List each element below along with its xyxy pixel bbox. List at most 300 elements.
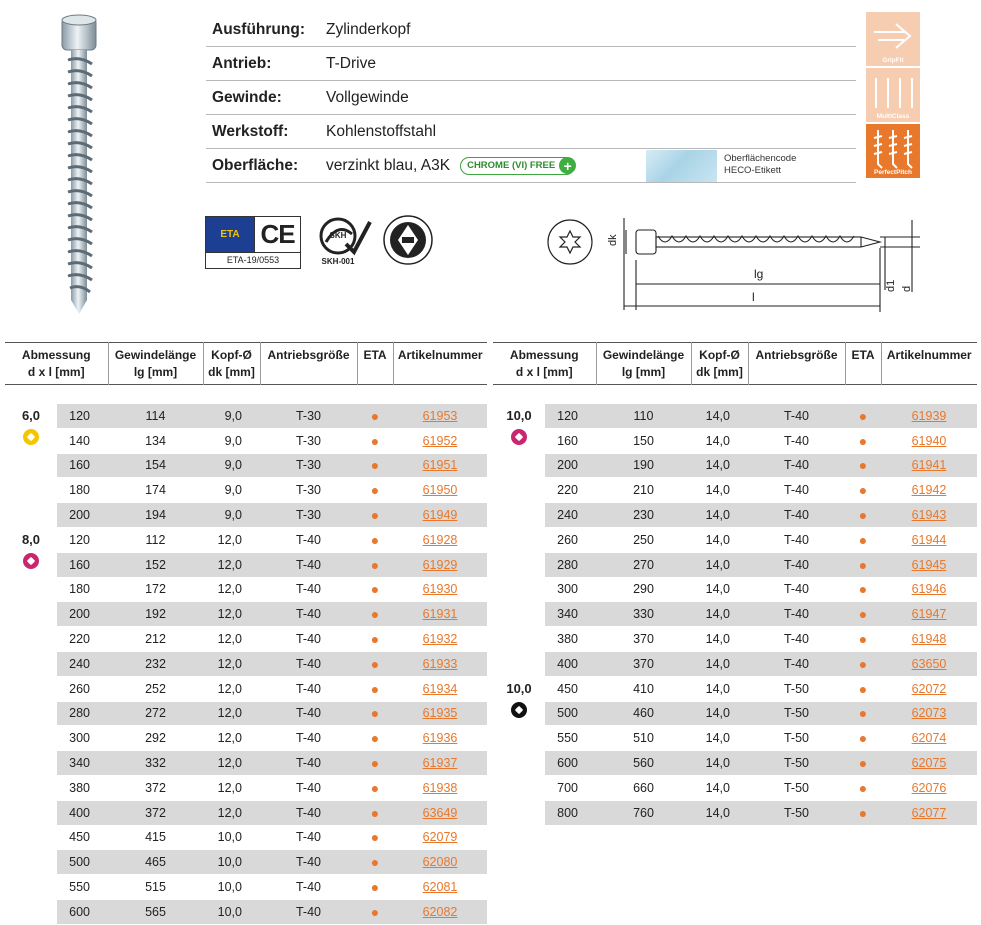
table-row: [493, 726, 977, 751]
cell-drive-size: T-40: [748, 577, 845, 602]
eta-dot-icon: ●: [845, 428, 881, 453]
cell-head-diameter: 14,0: [691, 775, 748, 800]
cell-article-number[interactable]: [393, 726, 487, 751]
cell-head-diameter: 14,0: [691, 428, 748, 453]
article-number-link[interactable]: 61939: [911, 408, 947, 423]
header-artikelnummer: [881, 343, 977, 385]
cell-drive-size: T-40: [748, 503, 845, 528]
table-row: [5, 676, 487, 701]
cell-head-diameter: 14,0: [691, 627, 748, 652]
cell-article-number[interactable]: [881, 478, 977, 503]
table-header-row: [5, 343, 487, 385]
cell-drive-size: T-30: [260, 453, 357, 478]
table-row: [5, 875, 487, 900]
table-row: [493, 453, 977, 478]
surface-code-line2: HECO-Etikett: [724, 165, 782, 176]
cell-head-diameter: 10,0: [203, 875, 260, 900]
article-number-link[interactable]: 63650: [911, 656, 947, 671]
diameter-group: [5, 527, 57, 924]
property-row: [206, 47, 856, 81]
cell-article-number[interactable]: [881, 428, 977, 453]
cell-article-number[interactable]: [881, 404, 977, 429]
header-line: Artikelnummer: [397, 348, 483, 362]
article-number-link[interactable]: 61928: [422, 532, 458, 547]
cell-article-number[interactable]: [393, 453, 487, 478]
cell-article-number[interactable]: [881, 453, 977, 478]
cell-drive-size: T-40: [260, 577, 357, 602]
article-number-link[interactable]: 62080: [422, 855, 458, 870]
cell-article-number[interactable]: [881, 651, 977, 676]
header-line: lg [mm]: [621, 365, 666, 379]
cell-article-number[interactable]: [881, 552, 977, 577]
cell-head-diameter: 10,0: [203, 825, 260, 850]
property-row: [206, 115, 856, 149]
header-line: dk [mm]: [696, 365, 743, 379]
table-row: [5, 751, 487, 776]
table-row: [5, 404, 487, 429]
property-row: [206, 149, 856, 182]
table-row: [5, 825, 487, 850]
cell-thread-length: 460: [596, 701, 691, 726]
cell-length: 180: [57, 577, 108, 602]
cell-length: 240: [57, 651, 108, 676]
eta-dot-icon: ●: [845, 701, 881, 726]
cell-article-number[interactable]: [393, 602, 487, 627]
cell-drive-size: T-30: [260, 428, 357, 453]
cell-head-diameter: 12,0: [203, 775, 260, 800]
diameter-group: [5, 404, 57, 528]
eta-dot-icon: ●: [357, 651, 393, 676]
article-number-link[interactable]: 61948: [911, 632, 947, 647]
cell-drive-size: T-50: [748, 751, 845, 776]
cell-article-number[interactable]: [393, 875, 487, 900]
eta-dot-icon: ●: [357, 404, 393, 429]
cell-thread-length: 174: [108, 478, 203, 503]
cell-thread-length: 660: [596, 775, 691, 800]
property-value: verzinkt blau, A3K: [326, 156, 451, 174]
cell-thread-length: 210: [596, 478, 691, 503]
cell-article-number[interactable]: [881, 726, 977, 751]
cell-drive-size: T-40: [260, 875, 357, 900]
cell-thread-length: 190: [596, 453, 691, 478]
eta-dot-icon: ●: [845, 627, 881, 652]
cell-head-diameter: 12,0: [203, 751, 260, 776]
table-row: [493, 577, 977, 602]
eta-dot-icon: ●: [845, 404, 881, 429]
cell-head-diameter: 9,0: [203, 453, 260, 478]
property-key: Ausführung:: [212, 20, 305, 38]
eta-dot-icon: ●: [357, 751, 393, 776]
table-row: [5, 552, 487, 577]
table-row: [5, 503, 487, 528]
header-eta: [845, 343, 881, 385]
cell-head-diameter: 9,0: [203, 503, 260, 528]
diameter-label: 8,0: [21, 531, 41, 547]
cell-drive-size: T-40: [748, 651, 845, 676]
table-row: [5, 775, 487, 800]
cell-article-number[interactable]: [881, 701, 977, 726]
cell-length: 340: [545, 602, 596, 627]
cell-article-number[interactable]: [393, 800, 487, 825]
cell-thread-length: 212: [108, 627, 203, 652]
cell-article-number[interactable]: [881, 602, 977, 627]
eta-dot-icon: ●: [357, 428, 393, 453]
diameter-label: 6,0: [21, 408, 41, 423]
eta-logo: [206, 217, 254, 252]
article-number-link[interactable]: 61929: [422, 557, 458, 572]
cell-thread-length: 515: [108, 875, 203, 900]
article-number-link[interactable]: 62074: [911, 731, 947, 746]
cell-drive-size: T-40: [260, 627, 357, 652]
header-line: dk [mm]: [208, 365, 255, 379]
property-key: Gewinde:: [212, 88, 282, 106]
cell-length: 450: [57, 825, 108, 850]
article-number-link[interactable]: 61945: [911, 557, 947, 572]
cell-thread-length: 152: [108, 552, 203, 577]
cell-length: 160: [57, 552, 108, 577]
cell-thread-length: 332: [108, 751, 203, 776]
article-number-link[interactable]: 61950: [422, 483, 458, 498]
article-number-link[interactable]: 62082: [422, 904, 458, 919]
skh-logo: [316, 216, 372, 266]
surface-code-label: [724, 153, 796, 177]
cell-article-number[interactable]: [393, 701, 487, 726]
eta-dot-icon: ●: [845, 577, 881, 602]
eta-dot-icon: ●: [845, 527, 881, 552]
cell-article-number[interactable]: [393, 428, 487, 453]
cell-head-diameter: 14,0: [691, 503, 748, 528]
cell-drive-size: T-40: [748, 602, 845, 627]
cell-drive-size: T-40: [748, 453, 845, 478]
table-row: [5, 850, 487, 875]
eta-dot-icon: ●: [845, 453, 881, 478]
article-number-link[interactable]: 61937: [422, 756, 458, 771]
table-row: [493, 602, 977, 627]
header-line: Antriebsgröße: [267, 348, 350, 362]
cell-drive-size: T-40: [748, 552, 845, 577]
table-row: [5, 899, 487, 924]
table-row: [493, 404, 977, 429]
cell-article-number[interactable]: [881, 527, 977, 552]
cell-head-diameter: 9,0: [203, 428, 260, 453]
cell-article-number[interactable]: [881, 800, 977, 825]
product-properties: [206, 13, 856, 191]
diameter-group: [493, 404, 545, 677]
cell-head-diameter: 14,0: [691, 404, 748, 429]
eta-dot-icon: ●: [845, 676, 881, 701]
article-number-link[interactable]: 61943: [911, 508, 947, 523]
article-number-link[interactable]: 62077: [911, 805, 947, 820]
cell-article-number[interactable]: [393, 478, 487, 503]
article-number-link[interactable]: 61949: [422, 508, 458, 523]
multiclass-tile: [866, 68, 920, 122]
cell-head-diameter: 12,0: [203, 527, 260, 552]
drive-symbol-icon: [23, 553, 39, 569]
header-line: Kopf-Ø: [211, 348, 252, 362]
eta-dot-icon: ●: [357, 478, 393, 503]
header-kopf: [691, 343, 748, 385]
eta-dot-icon: ●: [845, 775, 881, 800]
diameter-label: 10,0: [506, 408, 532, 423]
cell-article-number[interactable]: [881, 775, 977, 800]
cell-thread-length: 415: [108, 825, 203, 850]
article-number-link[interactable]: 61933: [422, 656, 458, 671]
cell-article-number[interactable]: [881, 751, 977, 776]
article-number-link[interactable]: 62081: [422, 880, 458, 895]
tile-label: GripFit: [882, 57, 904, 64]
cell-article-number[interactable]: [393, 825, 487, 850]
cell-article-number[interactable]: [393, 552, 487, 577]
eta-dot-icon: ●: [357, 726, 393, 751]
article-number-link[interactable]: 63649: [422, 805, 458, 820]
property-row: [206, 13, 856, 47]
cell-head-diameter: 14,0: [691, 800, 748, 825]
cell-drive-size: T-50: [748, 800, 845, 825]
cell-drive-size: T-40: [260, 552, 357, 577]
eta-dot-icon: ●: [357, 577, 393, 602]
tile-label: PerfectPitch: [874, 169, 912, 176]
article-number-link[interactable]: 61953: [422, 408, 458, 423]
cell-article-number[interactable]: [393, 775, 487, 800]
article-number-link[interactable]: 61938: [422, 780, 458, 795]
header-line: d x l [mm]: [27, 365, 85, 379]
cell-length: 160: [57, 453, 108, 478]
cell-drive-size: T-40: [260, 751, 357, 776]
article-number-link[interactable]: 62072: [911, 681, 947, 696]
cell-length: 800: [545, 800, 596, 825]
cell-article-number[interactable]: [881, 676, 977, 701]
article-number-link[interactable]: 62076: [911, 780, 947, 795]
table-row: [5, 527, 487, 552]
cell-thread-length: 114: [108, 404, 203, 429]
cell-head-diameter: 9,0: [203, 478, 260, 503]
eta-number: ETA-19/0553: [206, 252, 300, 268]
cell-thread-length: 370: [596, 651, 691, 676]
cell-length: 200: [57, 503, 108, 528]
technical-drawing: [540, 200, 940, 320]
cell-length: 550: [545, 726, 596, 751]
table-header-row: [493, 343, 977, 385]
cell-article-number[interactable]: [393, 577, 487, 602]
cell-drive-size: T-40: [260, 527, 357, 552]
cell-head-diameter: 14,0: [691, 726, 748, 751]
header-line: Gewindelänge: [114, 348, 197, 362]
table-row: [493, 800, 977, 825]
cell-thread-length: 250: [596, 527, 691, 552]
cell-thread-length: 150: [596, 428, 691, 453]
cell-head-diameter: 10,0: [203, 899, 260, 924]
header-line: d x l [mm]: [515, 365, 573, 379]
cell-article-number[interactable]: [393, 527, 487, 552]
property-value: Zylinderkopf: [326, 20, 411, 38]
cell-drive-size: T-40: [748, 404, 845, 429]
eta-dot-icon: ●: [845, 651, 881, 676]
article-number-link[interactable]: 61932: [422, 632, 458, 647]
cell-length: 600: [57, 899, 108, 924]
dim-l: l: [752, 290, 755, 304]
skh-number: SKH-001: [321, 257, 355, 266]
cell-drive-size: T-50: [748, 676, 845, 701]
article-number-link[interactable]: 61934: [422, 681, 458, 696]
eta-dot-icon: ●: [845, 800, 881, 825]
chrome-free-label: CHROME (VI) FREE: [467, 160, 556, 171]
cell-head-diameter: 14,0: [691, 552, 748, 577]
property-row: [206, 81, 856, 115]
article-number-link[interactable]: 61952: [422, 433, 458, 448]
article-number-link[interactable]: 61940: [911, 433, 947, 448]
cell-drive-size: T-40: [260, 602, 357, 627]
dim-d1: d1: [885, 279, 897, 292]
cell-drive-size: T-50: [748, 775, 845, 800]
article-number-link[interactable]: 61930: [422, 582, 458, 597]
table-row: [5, 726, 487, 751]
cell-drive-size: T-30: [260, 478, 357, 503]
table-row: [5, 651, 487, 676]
cell-length: 280: [545, 552, 596, 577]
eta-dot-icon: ●: [357, 701, 393, 726]
table-row: [5, 453, 487, 478]
cell-head-diameter: 14,0: [691, 577, 748, 602]
eta-dot-icon: ●: [357, 602, 393, 627]
header-gewindelaenge: [596, 343, 691, 385]
cell-drive-size: T-40: [260, 899, 357, 924]
cell-article-number[interactable]: [393, 627, 487, 652]
cell-length: 200: [57, 602, 108, 627]
article-number-link[interactable]: 61931: [422, 607, 458, 622]
cell-article-number[interactable]: [881, 627, 977, 652]
cell-length: 450: [545, 676, 596, 701]
property-value: Vollgewinde: [326, 88, 409, 106]
cell-thread-length: 112: [108, 527, 203, 552]
cell-drive-size: T-40: [748, 527, 845, 552]
article-number-link[interactable]: 61936: [422, 731, 458, 746]
cell-length: 600: [545, 751, 596, 776]
eta-dot-icon: ●: [845, 751, 881, 776]
cell-head-diameter: 12,0: [203, 800, 260, 825]
article-number-link[interactable]: 62079: [422, 830, 458, 845]
article-number-link[interactable]: 62073: [911, 706, 947, 721]
cell-length: 140: [57, 428, 108, 453]
cell-head-diameter: 12,0: [203, 651, 260, 676]
cell-drive-size: T-50: [748, 701, 845, 726]
eta-dot-icon: ●: [357, 899, 393, 924]
cell-article-number[interactable]: [393, 676, 487, 701]
article-number-link[interactable]: 61935: [422, 706, 458, 721]
table-row: [5, 602, 487, 627]
cell-article-number[interactable]: [393, 899, 487, 924]
perfectpitch-tile: [866, 124, 920, 178]
plus-icon: +: [559, 157, 576, 174]
header-line: Artikelnummer: [886, 348, 972, 362]
cell-length: 260: [545, 527, 596, 552]
table-row: [5, 428, 487, 453]
header-antrieb: [748, 343, 845, 385]
cell-head-diameter: 12,0: [203, 577, 260, 602]
cell-head-diameter: 12,0: [203, 627, 260, 652]
cell-article-number[interactable]: [393, 404, 487, 429]
header-artikelnummer: [393, 343, 487, 385]
header-line: lg [mm]: [133, 365, 178, 379]
diameter-label: 10,0: [506, 680, 532, 696]
article-number-link[interactable]: 61951: [422, 458, 458, 473]
cell-length: 500: [57, 850, 108, 875]
cell-drive-size: T-30: [260, 503, 357, 528]
eta-dot-icon: ●: [845, 503, 881, 528]
cell-head-diameter: 12,0: [203, 676, 260, 701]
mpa-logo: [382, 213, 434, 267]
cell-thread-length: 270: [596, 552, 691, 577]
header-eta: [357, 343, 393, 385]
cell-thread-length: 372: [108, 775, 203, 800]
torx-head-view: [548, 220, 592, 264]
cell-article-number[interactable]: [881, 577, 977, 602]
header-abmessung: [493, 343, 596, 385]
cell-head-diameter: 12,0: [203, 552, 260, 577]
eta-dot-icon: ●: [357, 676, 393, 701]
cell-drive-size: T-40: [260, 726, 357, 751]
cell-head-diameter: 14,0: [691, 602, 748, 627]
cell-article-number[interactable]: [881, 503, 977, 528]
cell-thread-length: 232: [108, 651, 203, 676]
cell-length: 120: [545, 404, 596, 429]
cell-length: 300: [57, 726, 108, 751]
cell-length: 280: [57, 701, 108, 726]
article-number-link[interactable]: 62075: [911, 756, 947, 771]
eta-dot-icon: ●: [357, 850, 393, 875]
cell-thread-length: 330: [596, 602, 691, 627]
table-row: [493, 751, 977, 776]
property-key: Oberfläche:: [212, 156, 299, 174]
article-number-link[interactable]: 61947: [911, 607, 947, 622]
article-number-link[interactable]: 61941: [911, 458, 947, 473]
dim-dk: dk: [607, 234, 619, 246]
eta-dot-icon: ●: [845, 552, 881, 577]
property-value: T-Drive: [326, 54, 376, 72]
header-antrieb: [260, 343, 357, 385]
cell-thread-length: 230: [596, 503, 691, 528]
eta-dot-icon: ●: [357, 552, 393, 577]
cell-article-number[interactable]: [393, 850, 487, 875]
cell-drive-size: T-40: [748, 478, 845, 503]
surface-color-swatch: [646, 150, 717, 182]
cell-thread-length: 760: [596, 800, 691, 825]
cell-length: 260: [57, 676, 108, 701]
skh-text: SKH: [329, 231, 347, 240]
cell-thread-length: 290: [596, 577, 691, 602]
diameter-group: [493, 676, 545, 825]
article-number-link[interactable]: 61942: [911, 483, 947, 498]
article-number-link[interactable]: 61946: [911, 582, 947, 597]
table-row: [5, 577, 487, 602]
cell-article-number[interactable]: [393, 651, 487, 676]
article-number-link[interactable]: 61944: [911, 532, 947, 547]
cell-article-number[interactable]: [393, 751, 487, 776]
cell-article-number[interactable]: [393, 503, 487, 528]
header-line: ETA: [363, 348, 387, 362]
eta-dot-icon: ●: [357, 800, 393, 825]
cell-length: 240: [545, 503, 596, 528]
cell-length: 120: [57, 404, 108, 429]
eta-dot-icon: ●: [845, 726, 881, 751]
eta-dot-icon: ●: [357, 453, 393, 478]
table-row: [5, 701, 487, 726]
cell-thread-length: 154: [108, 453, 203, 478]
cell-head-diameter: 14,0: [691, 651, 748, 676]
cell-length: 380: [57, 775, 108, 800]
eta-ce-certification: [205, 216, 301, 269]
table-row: [493, 478, 977, 503]
cell-head-diameter: 12,0: [203, 701, 260, 726]
